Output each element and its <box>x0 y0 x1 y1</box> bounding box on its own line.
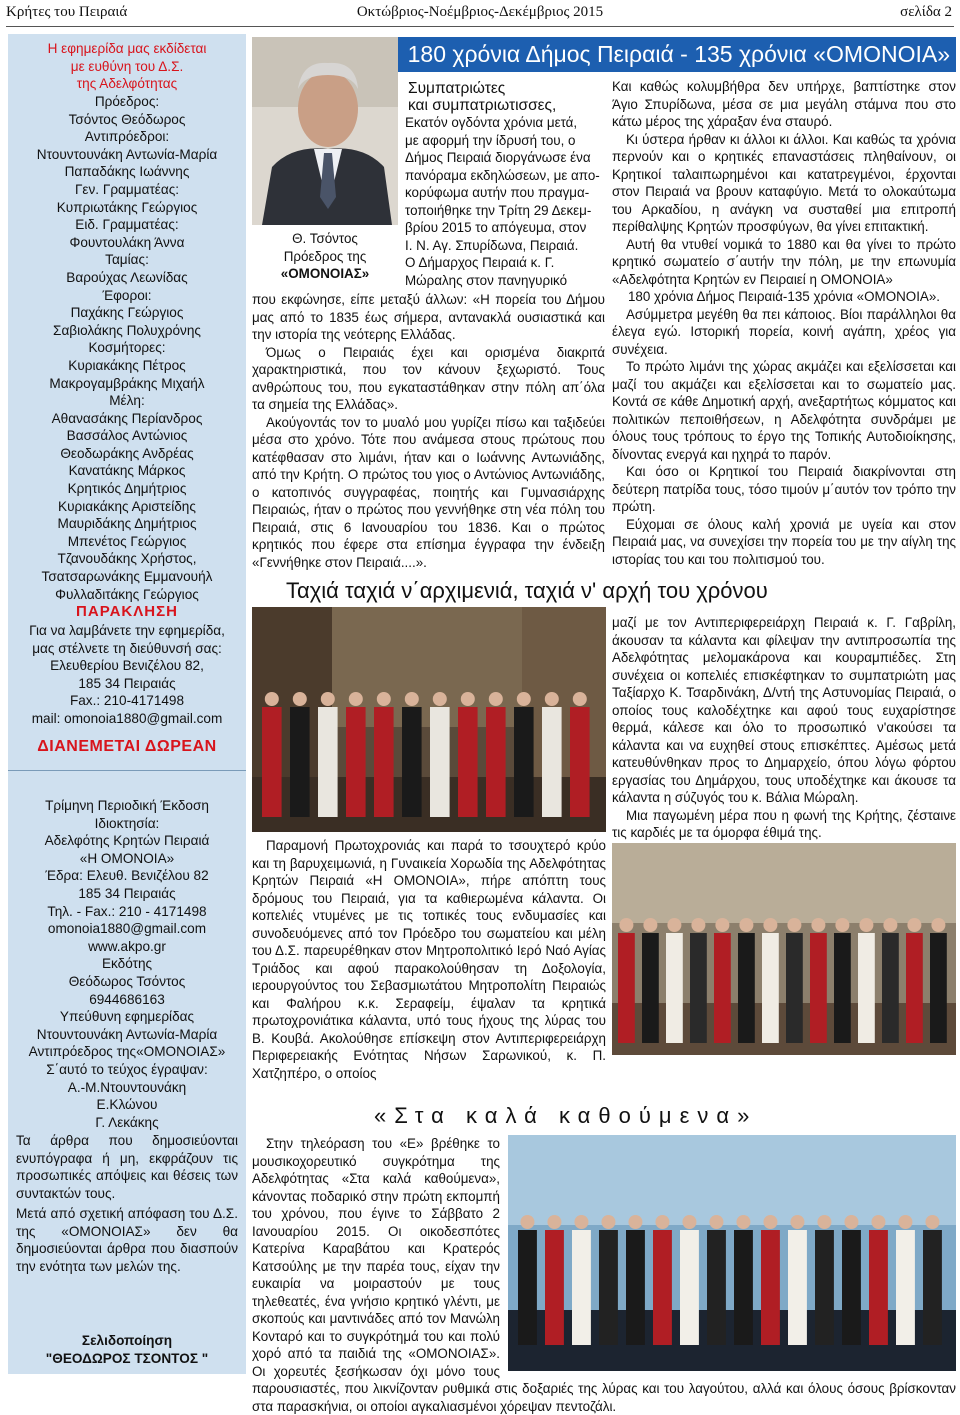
figure <box>374 707 394 817</box>
header-center: Οκτώβριος-Νοέμβριος-Δεκέμβριος 2015 <box>356 4 604 20</box>
tv-studio-photo <box>508 1135 956 1371</box>
figure-head <box>601 1215 615 1229</box>
page-header <box>0 0 960 26</box>
colophon-line: Σ΄αυτό το τεύχος έγραψαν: <box>46 1061 208 1077</box>
colophon-line: omonoia1880@gmail.com <box>47 921 207 937</box>
figure <box>642 933 659 1043</box>
figure <box>882 933 899 1043</box>
figure <box>514 707 534 817</box>
article1-body <box>252 291 605 571</box>
figure-head <box>433 692 447 706</box>
figure-head <box>573 692 587 706</box>
figure-head <box>405 692 419 706</box>
paragraph: Μια παγωμένη μέρα που η φωνή της Κρήτης, ζέσταινε τις καρδιές με τα όμορφα έθιμά της. <box>612 807 956 840</box>
figure <box>402 707 422 817</box>
figure <box>545 1230 564 1345</box>
board-line: Βασσάλος Αντώνιος <box>66 428 188 444</box>
board-line: Ταμίας: <box>105 252 149 268</box>
figure-head <box>691 918 705 932</box>
sidebar-intro <box>8 40 246 93</box>
figure-head <box>265 692 279 706</box>
figure <box>834 933 851 1043</box>
board-line: Μαυριδάκης Δημήτριος <box>57 516 197 532</box>
board-line: Κοσμήτορες: <box>88 340 166 356</box>
figure-head <box>844 1215 858 1229</box>
figure-head <box>545 692 559 706</box>
figure <box>570 707 590 817</box>
board-line: Σαβιολάκης Πολυχρόνης <box>53 322 201 338</box>
portrait-caption <box>252 230 398 283</box>
figure <box>680 1230 699 1345</box>
figure-head <box>811 918 825 932</box>
figure-head <box>619 918 633 932</box>
header-rule <box>6 26 954 27</box>
lead-line: Εκατόν ογδόντα χρόνια μετά, <box>405 115 578 130</box>
board-line: Κυπριωτάκης Γεώργιος <box>56 199 198 215</box>
colophon <box>8 797 246 1131</box>
figure <box>262 707 282 817</box>
header-left: Κρήτες του Πειραιά <box>6 4 128 20</box>
figure-head <box>628 1215 642 1229</box>
figure <box>810 933 827 1043</box>
figure <box>518 1230 537 1345</box>
figure <box>618 933 635 1043</box>
board-line: Μπενέτος Γεώργιος <box>67 533 187 549</box>
article1-lead <box>405 114 605 289</box>
paragraph: Παραμονή Πρωτοχρονιάς και παρά το τσουχτερό κρύο και τη βαρυχειμωνιά, η Γυναικεία Χορωδία της Αδελφότητας Κρητών Πειραιά «Η ΟΜΟΝΟΙΑ», πήρε απόπτη τους δρόμους του Πειραιά, για τα καθιερωμένα κάλαντα. Οι κοπελιές ντυμένες με τις τοπικές τους ενδυμασίες και συνοδευόμενες από τον Πρόεδρο του σωματείου και μέλη του Δ.Σ. παρευρέθηκαν στον Μητροπολιτικό Ιερό Ναό Αγίας Τριάδος και αφού παρακολούθησαν τη Δοξολογία, ιερουργούντος του Σεβασμιωτάτου Μητροπολίτη Πειραιώς και Φαλήρου κ.κ. Σεραφείμ, έψαλαν τα κρητικά πρωτοχρονιάτικα κάλαντα, υπό τους ήχους της λύρας του Β. Κουβά. Ακολούθησε επίσκεψη στον Αντιπεριφερειάρχη Περιφερειακής Ενότητας Νήσων Σαρωνικού, κ. Π. Χατζηπέρο, ο οποίος <box>252 838 606 1081</box>
figure-head <box>349 692 363 706</box>
figure-head <box>907 918 921 932</box>
figure <box>542 707 562 817</box>
figure-head <box>925 1215 939 1229</box>
figure <box>430 707 450 817</box>
disclaimer: Τα άρθρα που δημοσιεύονται ενυπόγραφα ή μη, εκφράζουν τις προσωπικές απόψεις και θέσεις των συντακτών τους. <box>16 1133 238 1201</box>
figure-head <box>461 692 475 706</box>
figure-head <box>871 1215 885 1229</box>
figure-head <box>859 918 873 932</box>
figure <box>290 707 310 817</box>
request-line: μας στέλνετε τη διεύθυνσή σας: <box>32 640 222 656</box>
figure <box>923 1230 942 1345</box>
figure-head <box>574 1215 588 1229</box>
board-line: Κανατάκης Μάρκος <box>68 463 186 479</box>
board-line: Αντιπρόεδροι: <box>84 129 170 145</box>
figure <box>858 933 875 1043</box>
colophon-line: Εκδότης <box>101 956 153 972</box>
colophon-line: «Η ΟΜΟΝΟΙΑ» <box>79 850 175 866</box>
paragraph: 180 χρόνια Δήμος Πειραιά-135 χρόνια «ΟΜΟΝΟΙΑ». <box>627 289 941 304</box>
layout-name: "ΘΕΟΔΩΡΟΣ ΤΣΟΝΤΟΣ " <box>45 1351 209 1366</box>
figure-head <box>682 1215 696 1229</box>
request-line: Fax.: 210-4171498 <box>69 693 185 709</box>
request-text <box>8 622 246 728</box>
paragraph: Κι ύστερα ήρθαν κι άλλοι κι άλλοι. Και καθώς τα χρόνια περνούν και ο κρητικές επαναστάσεις πληθαίνουν, οι Κρητικοί ταλαιπωρημένοι και κατατρεγμένοι, έρχονται στον Πειραιά να βρουν καταφύγιο. Μετά το ολοκαύτωμα του Αρκαδίου, η ανάγκη να συσταθεί μια επιτροπή περίθαλψης Κρητών προσφύγων, θα γίνει επιτακτική. <box>612 131 956 234</box>
greeting-line: και συμπατριωτισσες, <box>408 97 557 114</box>
group-photo <box>612 843 956 1055</box>
board-line: Κρητικός Δημήτριος <box>67 481 187 497</box>
tv-heading: «Στα καλά καθούμενα» <box>374 1103 758 1128</box>
board-line: Φυλλαδιτάκης Γεώργιος <box>55 586 199 602</box>
paragraph: Και καθώς κολυμβήθρα δεν υπήρχε, βαπτίστηκε στον Άγιο Σπυρίδωνα, μέσα σε μια μεγάλη στάμνα που στο κάτω μέρος της χάραξαν ένα σταυρό. <box>612 79 956 129</box>
figure <box>572 1230 591 1345</box>
board-line: Γεν. Γραμματέας: <box>74 181 180 197</box>
figure <box>930 933 947 1043</box>
board-line: Παπαδάκης Ιωάννης <box>64 164 190 180</box>
figure <box>761 1230 780 1345</box>
paragraph: μαζί με τον Αντιπεριφερειάρχη Πειραιά κ. Γ. Γαβρίλη, άκουσαν τα κάλαντα και φίλεψαν την αντιπροσωπία της Αδελφότητας μελομακάρονα και κουραμπιέδες. Στη συνέχεια οι κοπελιές επισκέφτηκαν το συμπατριώτη μας Ταξίαρχο Κ. Τσαρδινάκη, Δ/ντή της Αστυνομίας Πειραιά, ο οποίος τους καλοδέχτηκε και αφού τους ευχαρίστησε θερμά, κάλεσε και όλο το προσωπικό ν'ακούσει τα κάλαντα και να ευχηθεί στους επισκέπτες. Αμέσως μετά κατευθύνθηκαν προς το Δημαρχείο, όπου λόγω φόρτου εργασίας του Δημάρχου, τους υποδέχτηκε και άκουσε τα κάλαντα η σύζυγός του κ. Βάλια Μώραλη. <box>612 615 956 805</box>
lead-line: τοποιήθηκε την Τρίτη 29 Δεκεμ- <box>405 202 592 218</box>
request-line: 185 34 Πειραιάς <box>78 675 176 691</box>
free-distribution: ΔΙΑΝΕΜΕΤΑΙ ΔΩΡΕΑΝ <box>37 738 217 755</box>
board-line: Μέλη: <box>109 393 145 409</box>
sidebar-divider <box>8 770 246 771</box>
board-list <box>8 93 246 603</box>
board-line: Ντουντουνάκη Αντωνία-Μαρία <box>36 146 218 162</box>
intro-line: της Αδελφότητας <box>76 76 178 92</box>
article2-left <box>252 837 606 1082</box>
intro-line: Η εφημερίδα μας εκδίδεται <box>47 41 207 56</box>
figure-head <box>736 1215 750 1229</box>
figure-head <box>835 918 849 932</box>
colophon-line: Ιδιοκτησία: <box>94 815 160 831</box>
figure <box>346 707 366 817</box>
colophon-line: 185 34 Πειραιάς <box>78 885 176 901</box>
figure <box>734 1230 753 1345</box>
portrait-photo <box>252 37 398 225</box>
board-line: Θεοδωράκης Ανδρέας <box>60 445 194 461</box>
paragraph: Ακούγοντάς τον το μυαλό μου γυρίζει πίσω και ταξιδεύει μέσα στο χρόνο. Τότε που ανάμεσα στους πρώτους που κατέφθασαν στο λιμάνι, ήταν και ο Ιωάννης Αντωνιάδης, από την Κρήτη. Ο πρώτος του γιος ο Αντώνιος Αντωνιάδης, ο κατοπινός συγγραφέας, ποιητής και Γυμνασιάρχης Πειραιώς, ήταν ο πρώτος που γεννήθηκε στη νέα πόλη του Πειραιά, στις 6 Ιανουαρίου του 1836. Και ο πρώτος κρητικός που έφερε στα επίσημα έγγραφα την ένδειξη «Γεννήθηκε στον Πειραιά....». <box>252 414 605 570</box>
figure <box>599 1230 618 1345</box>
lead-line: Δήμος Πειραιά διοργάνωσε ένα <box>405 150 591 165</box>
paragraph: Εύχομαι σε όλους καλή χρονιά με υγεία και στον Πειραιά μας, να συνεχίσει την πορεία του με την αίγλη της ιστορίας του και του πολιτισμού του. <box>612 516 956 567</box>
colophon-line: www.akpo.gr <box>88 938 166 954</box>
paragraph: που εκφώνησε, είπε μεταξύ άλλων: «Η πορεία του Δήμου μας από το 1835 έως σήμερα, αντανακλά ουσιαστικά και την ιστορία της νεότερης Ελλάδας. <box>252 292 605 342</box>
figure <box>842 1230 861 1345</box>
caption-line: «ΟΜΟΝΟΙΑΣ» <box>280 266 370 281</box>
colophon-line: Ντουντουνάκη Αντωνία-Μαρία <box>36 1026 218 1042</box>
board-line: Έφοροι: <box>102 287 152 303</box>
figure <box>762 933 779 1043</box>
greeting-line: Συμπατριώτες <box>408 80 506 97</box>
paragraph: Και όσο οι Κρητικοί του Πειραιά διακρίνονται στη δεύτερη πατρίδα τους, τόσο τιμούν μ΄αυτόν τον τρόπο την πρώτη. <box>612 464 956 514</box>
figure-head <box>293 692 307 706</box>
choir-photo <box>252 607 606 832</box>
board-line: Μακρογαμβράκης Μιχαήλ <box>49 375 205 391</box>
layout-label: Σελιδοποίηση <box>81 1333 173 1348</box>
colophon-line: Γ. Λεκάκης <box>95 1114 159 1130</box>
colophon-line: Υπεύθυνη εφημερίδας <box>59 1009 195 1025</box>
figure <box>786 933 803 1043</box>
paragraph: Στην τηλεόραση του «Ε» βρέθηκε το μουσικοχορευτικό συγκρότημα της Αδελφότητας «Στα καλά καθούμενα», κάνοντας ποδαρικό στην πρώτη εκπομπή του χρόνου, που έγινε το Σάββατο 2 Ιανουαρίου 2015. Οι οικοδεσπότες Κατερίνα Καραβάτου και Κρατερός Κατσούλης με την παρέα τους, είχαν την ευκαιρία να μοιραστούν με τους τηλεθεατές, ένα γνήσιο κρητικό γλέντι, με σκοπούς και μαντινάδες από τον Μανώλη Κονταρό και το συγκρότημά του και πολύ χορό από τα παιδιά της «ΟΜΟΝΟΙΑΣ». Οι χορευτές ξεσήκωσαν όχι μόνο τους παρουσιαστές, που λικνίζονταν ρυθμικά στις δοξαριές της λύρας και του λαγούτου, αλλά και όλους όσους βρίσκονταν στα παρασκήνια, οι οποίοι αγκαλιασμένοι χόρεψαν πεντοζάλι. <box>252 1136 956 1414</box>
colophon-line: Τρίμηνη Περιοδική Έκδοση <box>45 798 209 813</box>
board-line: Τζανουδάκης Χρήστος, <box>57 551 197 567</box>
lead-line: βρίου 2015 το απόγευμα, στον <box>405 220 587 235</box>
figure <box>690 933 707 1043</box>
figure <box>788 1230 807 1345</box>
colophon-line: Αδελφότης Κρητών Πειραιά <box>44 833 210 849</box>
board-line: Ειδ. Γραμματέας: <box>75 217 179 233</box>
figure-head <box>787 918 801 932</box>
figure-head <box>709 1215 723 1229</box>
colophon-line: Αντιπρόεδρος της«ΟΜΟΝΟΙΑΣ» <box>28 1044 226 1060</box>
article2-right <box>612 614 956 842</box>
lead-line: με αφορμή την ίδρυσή του, ο <box>405 132 576 148</box>
request-line: Για να λαμβάνετε την εφημερίδα, <box>29 623 225 638</box>
kalanta-heading: Ταχιά ταχιά ν΄αρχιμενιά, ταχιά ν' αρχή του χρόνου <box>286 578 768 603</box>
figure <box>458 707 478 817</box>
figure <box>666 933 683 1043</box>
caption-line: Θ. Τσόντος <box>292 231 358 246</box>
figure-head <box>898 1215 912 1229</box>
colophon-line: Τηλ. - Fax.: 210 - 4171498 <box>47 903 207 919</box>
disclaimer-2: Μετά από σχετική απόφαση του Δ.Σ. της «ΟΜΟΝΟΙΑΣ» δεν θα δημοσιεύονται άρθρα που διασπούν την ενότητα των μελών της. <box>16 1206 238 1274</box>
colophon-line: Έδρα: Ελευθ. Βενιζέλου 82 <box>45 868 209 884</box>
banner-title: 180 χρόνια Δήμος Πειραιά - 135 χρόνια «ΟΜΟΝΟΙΑ» <box>407 41 950 67</box>
figure-head <box>489 692 503 706</box>
board-line: Πρόεδρος: <box>94 94 160 109</box>
figure <box>653 1230 672 1345</box>
request-title: ΠΑΡΑΚΛΗΣΗ <box>76 603 178 620</box>
figure <box>707 1230 726 1345</box>
paragraph: Το πρώτο λιμάνι της χώρας ακμάζει και εξελίσσεται και μαζί του ακμάζει και εξελίσσεται και το σωματείο μας. Κοντά σε κάθε Δημοτική αρχή, ανεξαρτήτως κόμματος και πολιτικών πεποιθήσεων, η Αδελφότητα συνδράμει με όλους τους τρόπους το έργο της Τοπικής Αυτοδιοίκησης, δίνοντας ενεργά και ηχηρά το παρόν. <box>612 359 956 462</box>
header-right: σελίδα 2 <box>900 4 952 20</box>
figure-head <box>517 692 531 706</box>
figure-head <box>667 918 681 932</box>
figure-head <box>883 918 897 932</box>
figure-head <box>739 918 753 932</box>
colophon-line: Ε.Κλώνου <box>96 1097 158 1113</box>
lead-line: Ι. Ν. Αγ. Σπυρίδωνα, Πειραιά. <box>405 237 579 253</box>
request-line: Ελευθερίου Βενιζέλου 82, <box>50 658 204 674</box>
request-line: mail: omonoia1880@gmail.com <box>31 710 223 726</box>
paragraph: Ασύμμετρα μεγέθη θα πει κάποιος. Βίοι παράλληλοι θα έλεγα εγώ. Ιστορική πορεία, κοινή αγάπη, χρέος για συνέχεια. <box>612 306 956 357</box>
board-line: Τσατσαρωνάκης Εμμανουήλ <box>41 569 213 585</box>
lead-line: πανόραμα εκδηλώσεων, με απο- <box>405 167 600 183</box>
lead-line: Μώραλης στον πανηγυρικό <box>405 272 568 288</box>
figure <box>318 707 338 817</box>
paragraph: Όμως ο Πειραιάς έχει και ορισμένα διακριτά χαρακτηριστικά, που τον κάνουν ξεχωριστό. Τους ανθρώπους του, που εγκαταστάθηκαν στην πόλη απ΄όλα τα σημεία της Ελλάδας». <box>252 344 605 412</box>
figure-head <box>763 1215 777 1229</box>
paragraph: Αυτή θα ντυθεί νομικά το 1880 και θα γίνει το πρώτο κρητικό σωματείο σ΄αυτήν την πόλη, με την επωνυμία «Αδελφότητα Κρητών εν Πειραιεί η ΟΜΟΝΟΙΑ» <box>612 236 956 287</box>
board-line: Κυριακάκης Πέτρος <box>68 357 186 373</box>
figure-head <box>655 1215 669 1229</box>
board-line: Βαρούχας Λεωνίδας <box>66 269 188 285</box>
figure-head <box>547 1215 561 1229</box>
board-line: Κυριακάκης Αριστείδης <box>58 498 196 514</box>
board-line: Αθανασάκης Περίανδρος <box>51 410 203 426</box>
figure <box>906 933 923 1043</box>
intro-line: με ευθύνη του Δ.Σ. <box>70 58 184 74</box>
figure-head <box>520 1215 534 1229</box>
colophon-line: 6944686163 <box>89 991 165 1007</box>
figure <box>815 1230 834 1345</box>
figure <box>486 707 506 817</box>
figure-head <box>321 692 335 706</box>
figure-head <box>817 1215 831 1229</box>
figure-head <box>763 918 777 932</box>
lead-line: Ο Δήμαρχος Πειραιά κ. Γ. <box>405 255 555 270</box>
figure <box>896 1230 915 1345</box>
figure-head <box>377 692 391 706</box>
figure-head <box>643 918 657 932</box>
article1-right <box>612 78 956 568</box>
figure-head <box>790 1215 804 1229</box>
colophon-line: Α.-Μ.Ντουντουνάκη <box>67 1079 187 1095</box>
article3 <box>252 1135 956 1414</box>
figure-head <box>931 918 945 932</box>
figure <box>714 933 731 1043</box>
figure <box>626 1230 645 1345</box>
figure <box>738 933 755 1043</box>
board-line: Παχάκης Γεώργιος <box>70 305 184 321</box>
lead-line: κορύφωμα αυτήν που πραγμα- <box>405 185 590 200</box>
caption-line: Πρόεδρος της <box>283 248 367 264</box>
figure <box>869 1230 888 1345</box>
greeting <box>408 80 608 114</box>
colophon-line: Θεόδωρος Τσόντος <box>68 973 186 989</box>
figure-head <box>715 918 729 932</box>
board-line: Φουντουλάκη Άννα <box>69 234 185 250</box>
board-line: Τσόντος Θεόδωρος <box>68 111 186 127</box>
